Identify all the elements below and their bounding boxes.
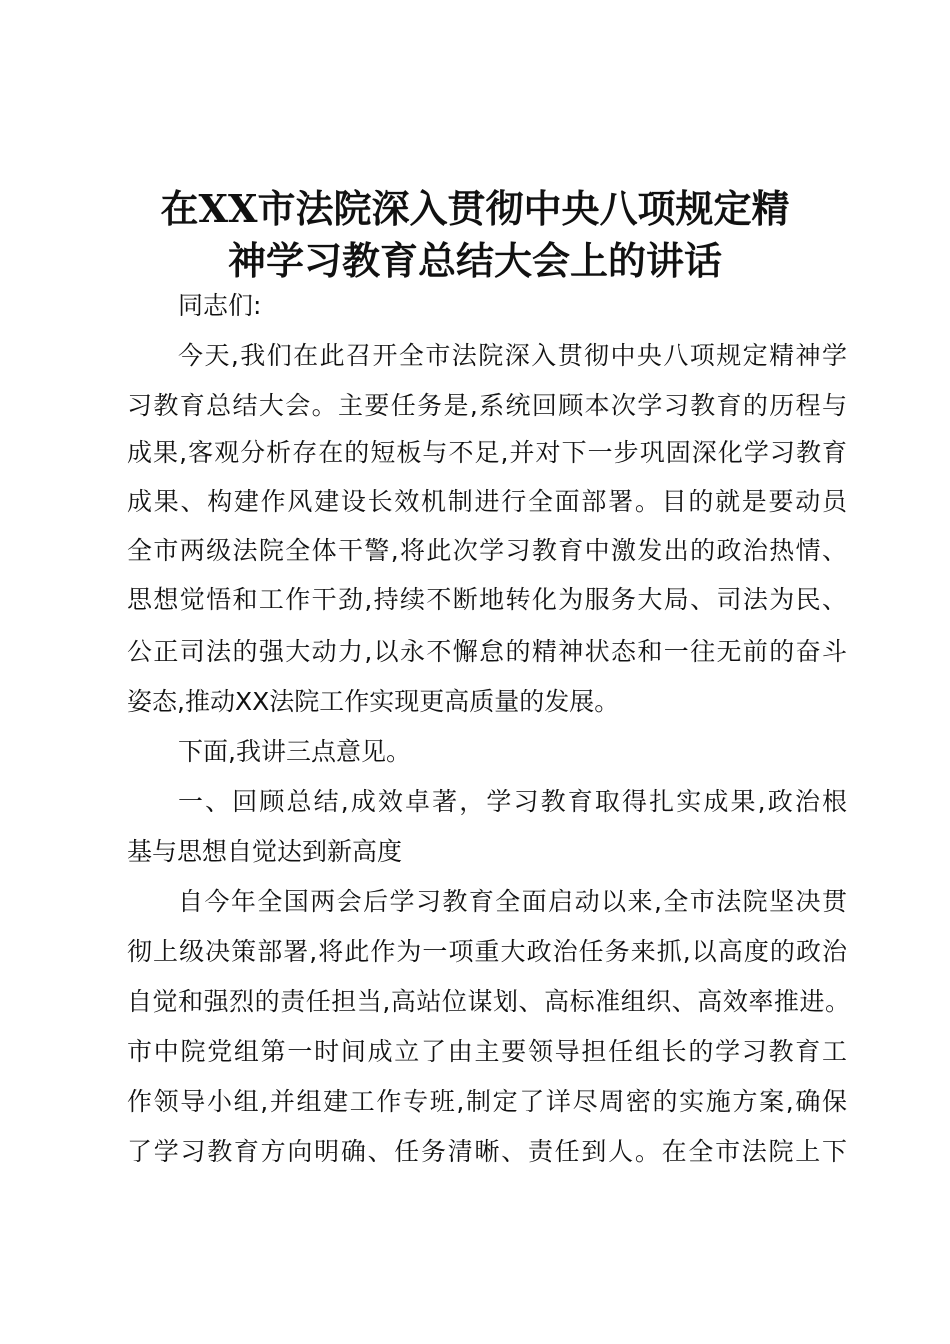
paragraph-line: 下面,我讲三点意见。 xyxy=(178,737,411,766)
section-heading-line: 一、回顾总结,成效卓著，学习教育取得扎实成果,政治根 xyxy=(178,787,847,816)
paragraph-line: 姿态,推动XX法院工作实现更高质量的发展。 xyxy=(127,687,620,716)
paragraph-line: 作领导小组,并组建工作专班,制定了详尽周密的实施方案,确保 xyxy=(127,1087,847,1116)
paragraph-line: 自今年全国两会后学习教育全面启动以来,全市法院坚决贯 xyxy=(178,887,847,916)
salutation: 同志们: xyxy=(178,291,262,320)
paragraph-line: 习教育总结大会。主要任务是,系统回顾本次学习教育的历程与 xyxy=(127,391,847,420)
paragraph-line: 成果,客观分析存在的短板与不足,并对下一步巩固深化学习教育 xyxy=(127,438,847,467)
paragraph-line: 思想觉悟和工作干劲,持续不断地转化为服务大局、司法为民、 xyxy=(127,585,847,614)
section-heading-line: 基与思想自觉达到新高度 xyxy=(127,837,403,866)
paragraph-line: 今天,我们在此召开全市法院深入贯彻中央八项规定精神学 xyxy=(178,341,847,370)
paragraph-line: 成果、构建作风建设长效机制进行全面部署。目的就是要动员 xyxy=(127,487,847,516)
paragraph-line: 彻上级决策部署,将此作为一项重大政治任务来抓,以高度的政治 xyxy=(127,937,847,966)
document-title-line-2: 神学习教育总结大会上的讲话 xyxy=(227,238,722,283)
paragraph-line: 公正司法的强大动力,以永不懈怠的精神状态和一往无前的奋斗 xyxy=(127,637,847,666)
paragraph-line: 自觉和强烈的责任担当,高站位谋划、高标准组织、高效率推进。 xyxy=(127,987,850,1016)
paragraph-line: 市中院党组第一时间成立了由主要领导担任组长的学习教育工 xyxy=(127,1037,847,1066)
document-title-line-1: 在XX市法院深入贯彻中央八项规定精 xyxy=(160,186,790,231)
paragraph-line: 全市两级法院全体干警,将此次学习教育中激发出的政治热情、 xyxy=(127,536,847,565)
paragraph-line: 了学习教育方向明确、任务清晰、责任到人。在全市法院上下 xyxy=(127,1137,847,1166)
